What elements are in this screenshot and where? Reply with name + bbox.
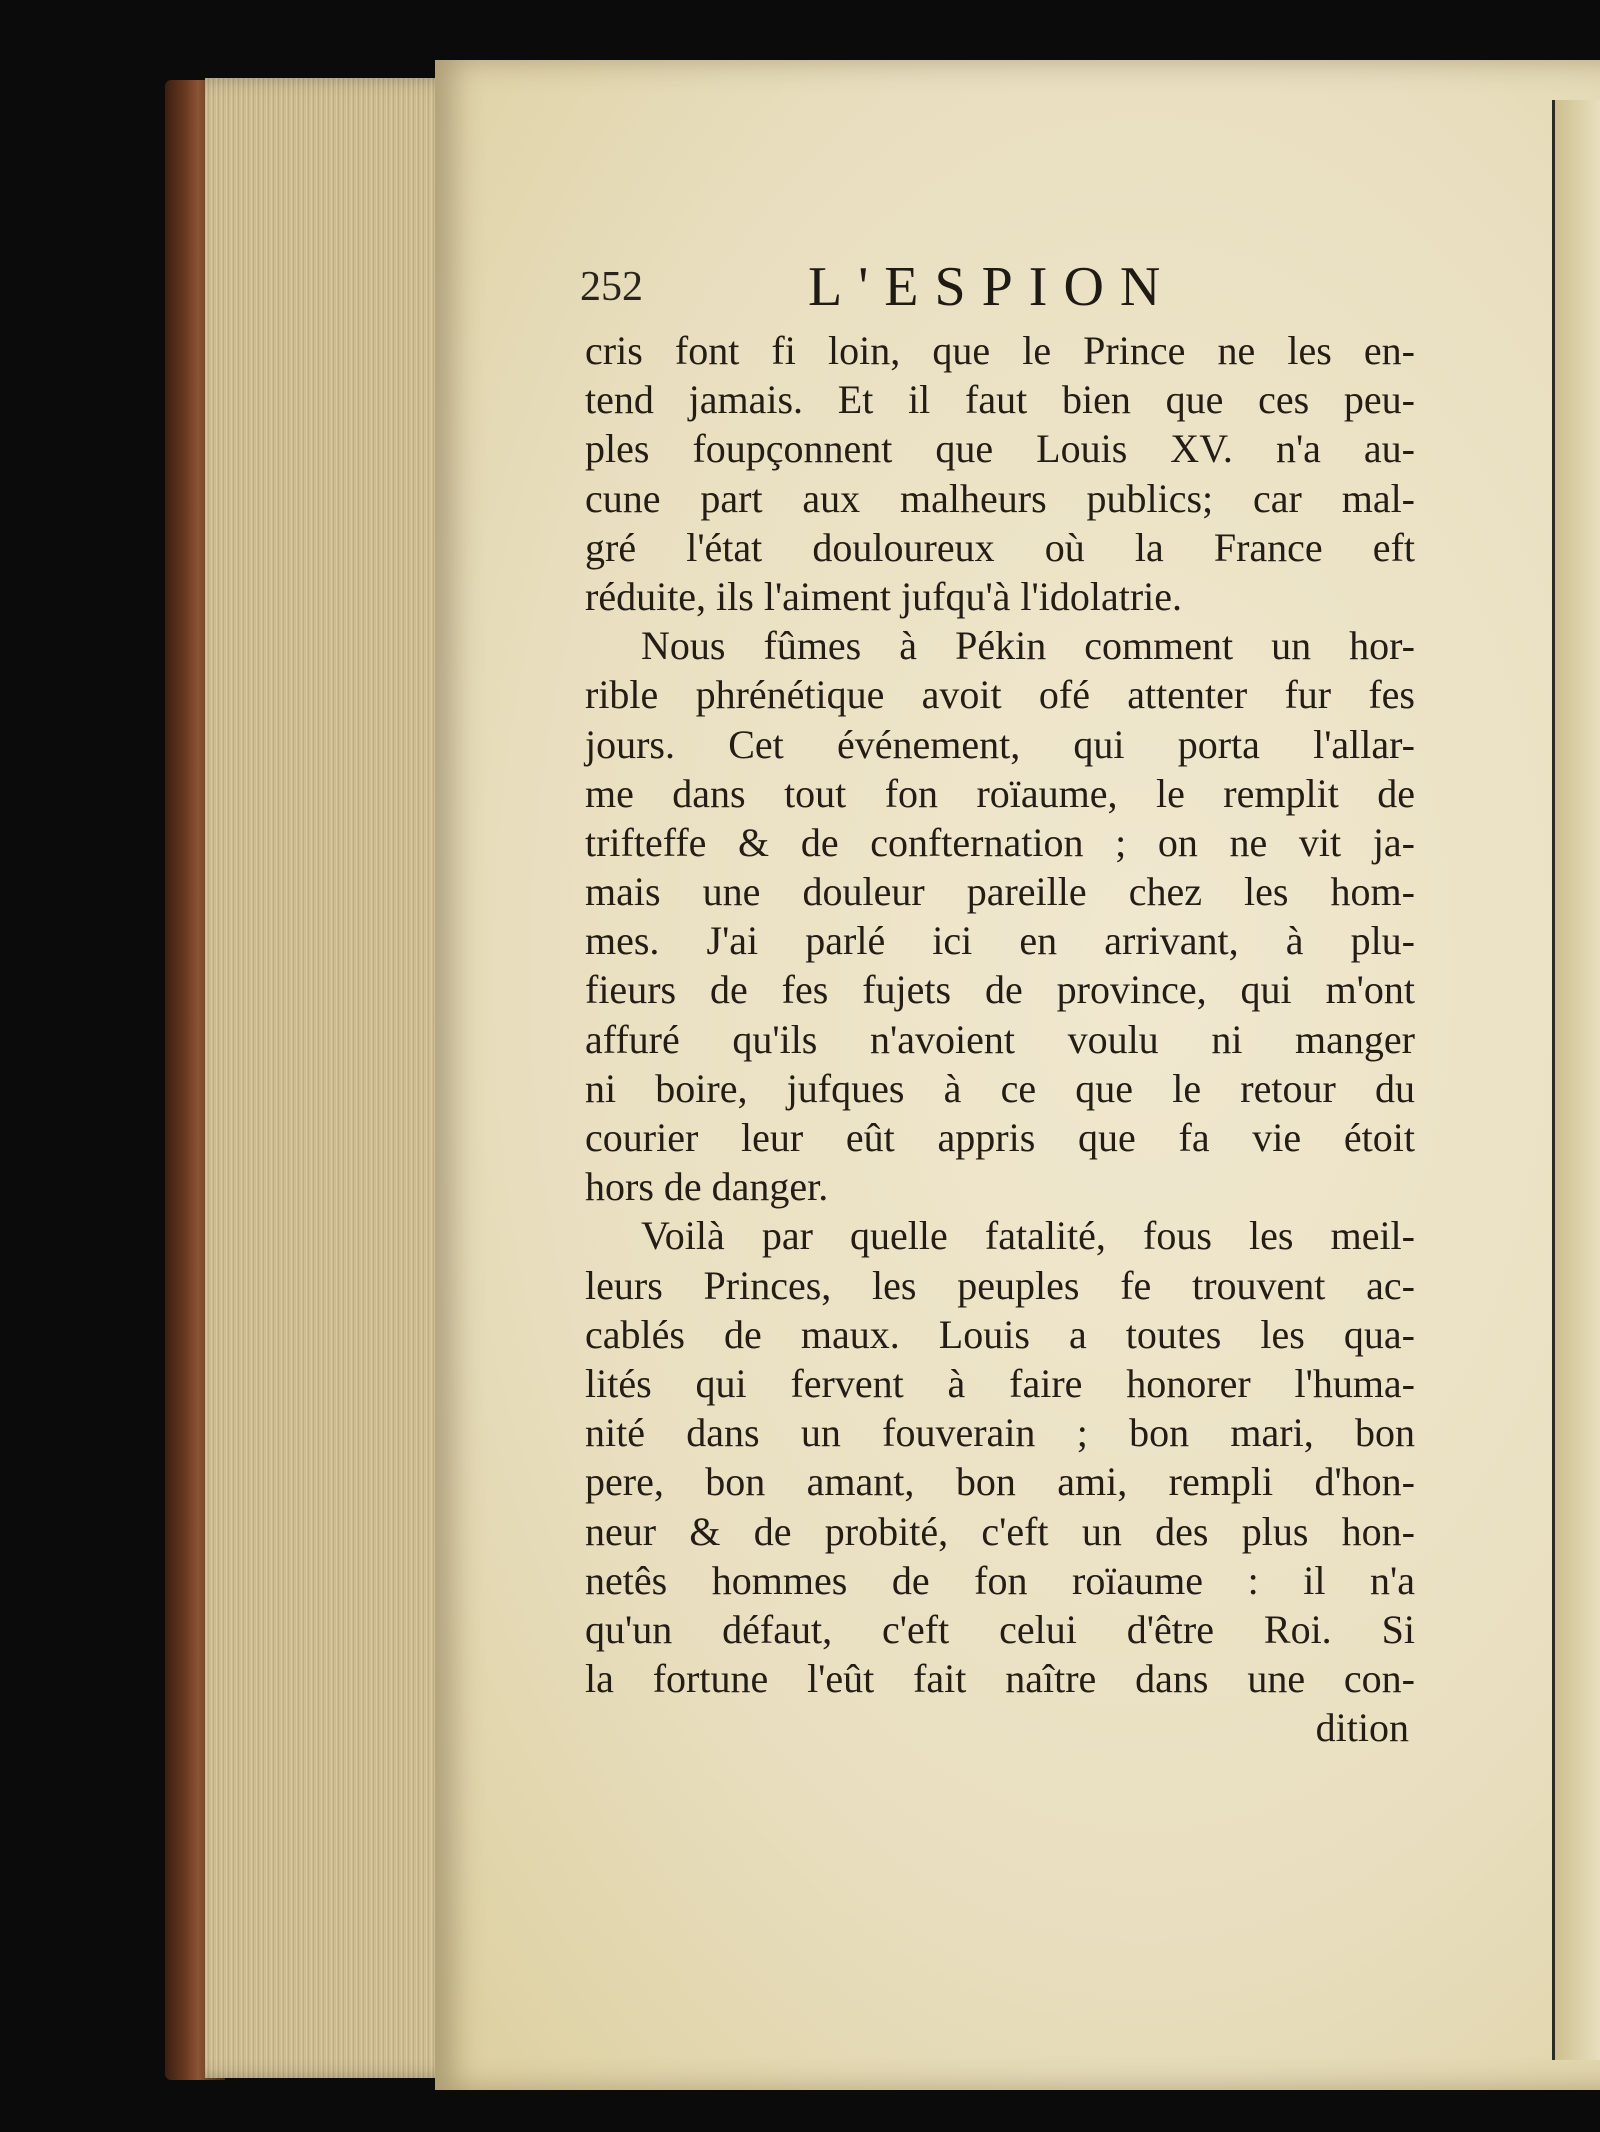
text-line: ples foupçonnent que Louis XV. n'a au- (585, 426, 1415, 472)
text-line: tend jamais. Et il faut bien que ces peu- (585, 377, 1415, 423)
text-line: cris font fi loin, que le Prince ne les en- (585, 328, 1415, 373)
running-title: L'ESPION (808, 256, 1177, 318)
text-line: leurs Princes, les peuples fe trouvent ac- (585, 1262, 1415, 1308)
text-line: qu'un défaut, c'eft celui d'être Roi. Si (585, 1606, 1415, 1652)
text-line: réduite, ils l'aiment jufqu'à l'idolatrie. (585, 573, 1183, 619)
text-line: neur & de probité, c'eft un des plus hon- (585, 1508, 1415, 1554)
text-line: la fortune l'eût fait naître dans une con- (585, 1656, 1415, 1702)
text-block (585, 326, 1415, 1752)
text-line: rible phrénétique avoit ofé attenter fur fes (585, 672, 1415, 718)
text-line: Nous fûmes à Pékin comment un hor- (641, 623, 1415, 669)
text-line: cablés de maux. Louis a toutes les qua- (585, 1311, 1415, 1357)
text-line: Voilà par quelle fatalité, fous les meil- (641, 1213, 1415, 1259)
text-line: gré l'état douloureux où la France eft (585, 524, 1415, 570)
text-line: cune part aux malheurs publics; car mal- (585, 475, 1415, 521)
text-line: mais une douleur pareille chez les hom- (585, 869, 1415, 915)
text-line: me dans tout fon roïaume, le remplit de (585, 770, 1415, 816)
text-line: lités qui fervent à faire honorer l'huma- (585, 1360, 1415, 1406)
text-line: trifteffe & de confternation ; on ne vit ja- (585, 819, 1415, 865)
facing-page-edge (1552, 100, 1600, 2060)
text-line: fieurs de fes fujets de province, qui m'ont (585, 967, 1415, 1013)
text-line: jours. Cet événement, qui porta l'allar- (585, 721, 1415, 767)
text-line: affuré qu'ils n'avoient voulu ni manger (585, 1016, 1415, 1062)
catchword: dition (1315, 1705, 1409, 1751)
page-number: 252 (580, 264, 643, 310)
running-head (580, 255, 1220, 325)
text-line: hors de danger. (585, 1164, 829, 1210)
text-line: courier leur eût appris que fa vie étoit (585, 1115, 1415, 1160)
text-line: nité dans un fouverain ; bon mari, bon (585, 1410, 1415, 1456)
text-line: pere, bon amant, bon ami, rempli d'hon- (585, 1459, 1415, 1505)
text-line: mes. J'ai parlé ici en arrivant, à plu- (585, 918, 1415, 964)
text-line: netês hommes de fon roïaume : il n'a (585, 1557, 1415, 1603)
text-line: ni boire, jufques à ce que le retour du (585, 1065, 1415, 1111)
